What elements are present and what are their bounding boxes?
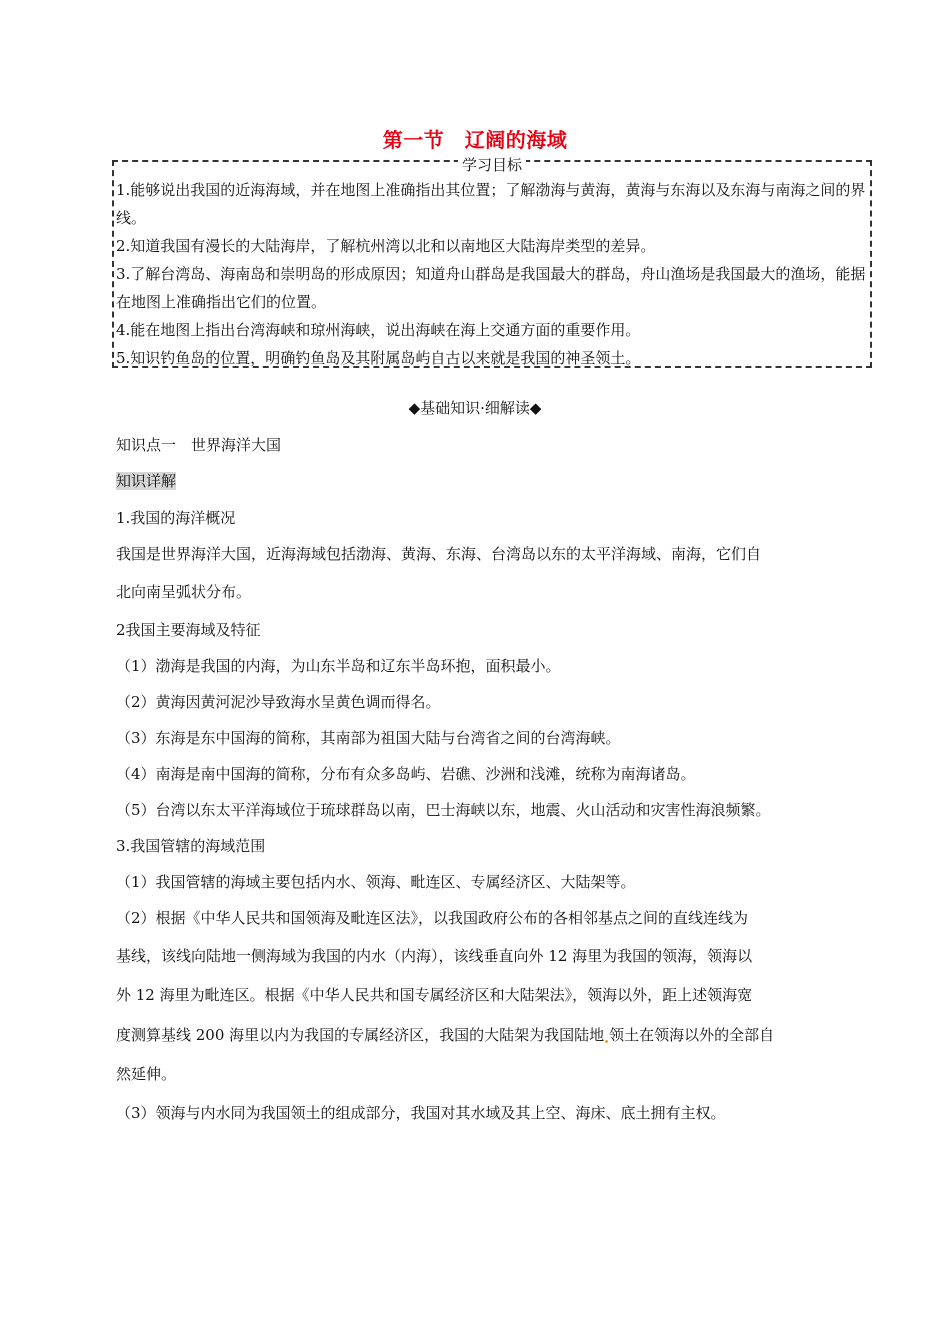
subheading-jurisdiction: 3.我国管辖的海域范围 (116, 837, 266, 855)
list-item: （5）台湾以东太平洋海域位于琉球群岛以南，巴士海峡以东，地震、火山活动和灾害性海浪频繁。 (116, 801, 771, 819)
page-title: 第一节 辽阔的海域 (382, 128, 568, 152)
list-item: （3）东海是东中国海的简称，其南部为祖国大陆与台湾省之间的台湾海峡。 (116, 729, 621, 747)
learning-goals-label-text: 学习目标 (458, 156, 526, 174)
paragraph-fragment: 领土在领海以外的全部自 (609, 1026, 775, 1044)
knowledge-point-heading: 知识点一 世界海洋大国 (116, 436, 282, 454)
list-item: （1）渤海是我国的内海，为山东半岛和辽东半岛环抱，面积最小。 (116, 657, 561, 675)
section-header: ◆基础知识·细解读◆ (408, 399, 542, 417)
learning-goals-label (114, 156, 870, 174)
goal-item: 3.了解台湾岛、海南岛和崇明岛的形成原因；知道舟山群岛是我国最大的群岛，舟山渔场是我国最大的渔场，能据在地图上准确指出它们的位置。 (116, 265, 866, 311)
list-item: （2）黄海因黄河泥沙导致海水呈黄色调而得名。 (116, 693, 441, 711)
goal-item: 4.能在地图上指出台湾海峡和琼州海峡，说出海峡在海上交通方面的重要作用。 (116, 321, 641, 339)
paragraph-line: 我国是世界海洋大国，近海海域包括渤海、黄海、东海、台湾岛以东的太平洋海域、南海，它们自 (116, 545, 762, 563)
learning-goals-list (116, 176, 870, 372)
detail-label (116, 471, 176, 491)
paragraph-line (116, 1025, 774, 1045)
list-item: （1）我国管辖的海域主要包括内水、领海、毗连区、专属经济区、大陆架等。 (116, 873, 636, 891)
list-item: （3）领海与内水同为我国领土的组成部分，我国对其水域及其上空、海床、底土拥有主权。 (116, 1104, 726, 1122)
subheading-ocean-overview: 1.我国的海洋概况 (116, 509, 236, 527)
stray-dot-mark (605, 1040, 608, 1043)
list-item: （4）南海是南中国海的简称，分布有众多岛屿、岩礁、沙洲和浅滩，统称为南海诸岛。 (116, 765, 696, 783)
goal-item: 2.知道我国有漫长的大陆海岸，了解杭州湾以北和以南地区大陆海岸类型的差异。 (116, 237, 656, 255)
paragraph-line: 外 12 海里为毗连区。根据《中华人民共和国专属经济区和大陆架法》，领海以外，距上述领海宽 (116, 986, 753, 1004)
goal-item: 5.知识钓鱼岛的位置，明确钓鱼岛及其附属岛屿自古以来就是我国的神圣领土。 (116, 349, 641, 367)
paragraph-fragment: 度测算基线 200 海里以内为我国的专属经济区，我国的大陆架为我国陆地 (116, 1026, 605, 1044)
detail-label-text: 知识详解 (116, 472, 177, 490)
learning-goals-box (112, 156, 872, 368)
paragraph-line: 北向南呈弧状分布。 (116, 583, 252, 601)
subheading-main-seas: 2我国主要海域及特征 (116, 621, 261, 639)
paragraph-line: 然延伸。 (116, 1065, 177, 1083)
goal-item: 1.能够说出我国的近海海域，并在地图上准确指出其位置；了解渤海与黄海，黄海与东海以及东海与南海之间的界线。 (116, 181, 866, 227)
paragraph-line: 基线，该线向陆地一侧海域为我国的内水（内海），该线垂直向外 12 海里为我国的领海，领海以 (116, 947, 753, 965)
paragraph-line: （2）根据《中华人民共和国领海及毗连区法》，以我国政府公布的各相邻基点之间的直线连线为 (116, 909, 749, 927)
